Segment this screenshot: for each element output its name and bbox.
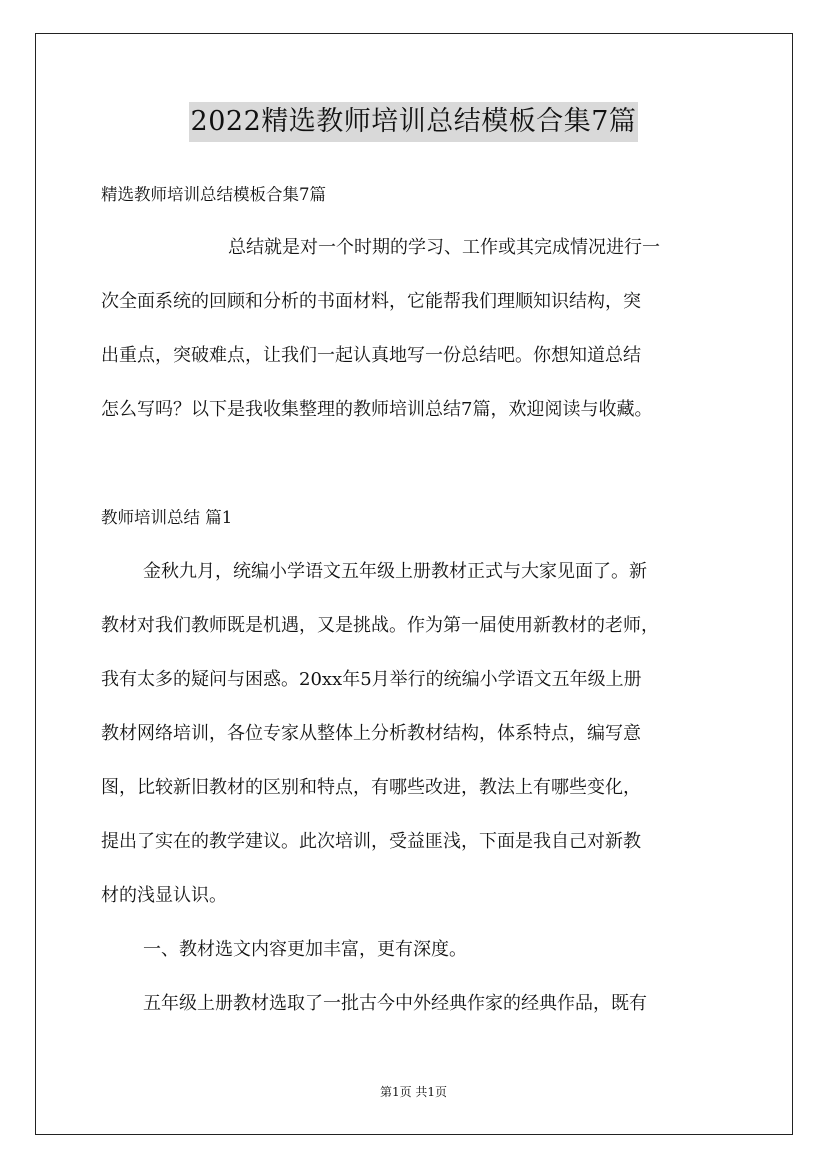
section-heading: 教师培训总结 篇1 (101, 508, 233, 527)
intro-line: 怎么写吗？以下是我收集整理的教师培训总结7篇，欢迎阅读与收藏。 (101, 399, 653, 420)
body-line: 教材网络培训，各位专家从整体上分析教材结构，体系特点，编写意 (101, 723, 641, 744)
document-title: 2022精选教师培训总结模板合集7篇 (189, 102, 639, 142)
body-line: 材的浅显认识。 (101, 885, 227, 906)
body-line: 图，比较新旧教材的区别和特点，有哪些改进，教法上有哪些变化， (101, 777, 641, 798)
intro-line: 出重点，突破难点，让我们一起认真地写一份总结吧。你想知道总结 (101, 345, 641, 366)
intro-line: 次全面系统的回顾和分析的书面材料，它能帮我们理顺知识结构，突 (101, 291, 641, 312)
body-line: 我有太多的疑问与困惑。20xx年5月举行的统编小学语文五年级上册 (101, 669, 642, 690)
intro-line: 总结就是对一个时期的学习、工作或其完成情况进行一 (228, 237, 660, 258)
body-line: 一、教材选文内容更加丰富，更有深度。 (143, 939, 467, 960)
title-container (0, 102, 827, 142)
body-line: 提出了实在的教学建议。此次培训，受益匪浅，下面是我自己对新教 (101, 831, 641, 852)
body-line: 金秋九月，统编小学语文五年级上册教材正式与大家见面了。新 (143, 561, 647, 582)
document-subtitle: 精选教师培训总结模板合集7篇 (101, 185, 326, 204)
page-footer: 第1页 共1页 (379, 1085, 448, 1099)
body-line: 五年级上册教材选取了一批古今中外经典作家的经典作品，既有 (143, 993, 647, 1014)
body-line: 教材对我们教师既是机遇，又是挑战。作为第一届使用新教材的老师， (101, 615, 659, 636)
